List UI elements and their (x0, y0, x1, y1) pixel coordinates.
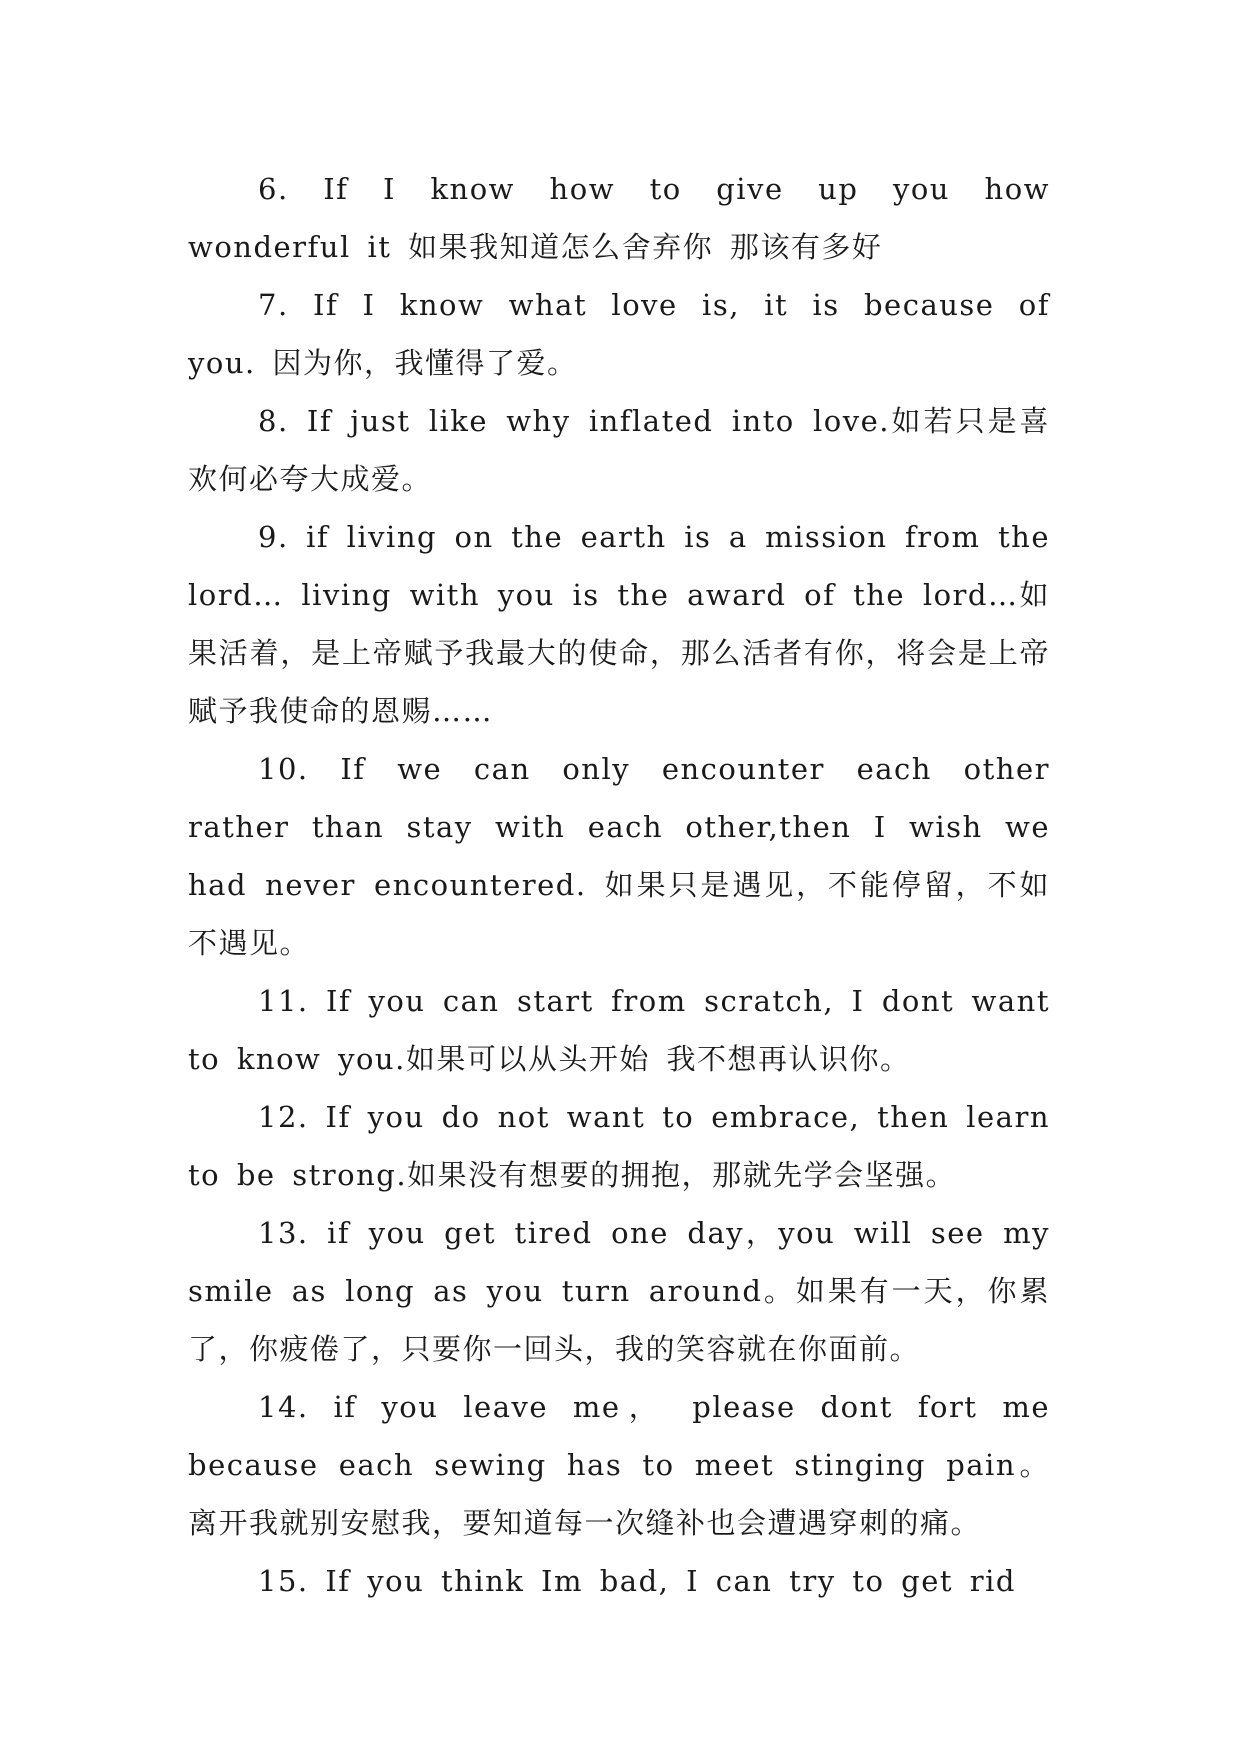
paragraph-6: 6. If I know how to give up you how wonderful it 如果我知道怎么舍弃你 那该有多好 (188, 172, 1050, 264)
paragraph-8: 8. If just like why inflated into love.如若只是喜欢何必夸大成爱。 (188, 404, 1050, 496)
paragraph-11: 11. If you can start from scratch, I dont want to know you.如果可以从头开始 我不想再认识你。 (188, 984, 1050, 1076)
document-body (188, 160, 1050, 1610)
paragraph-14: 14. if you leave me， please dont fort me because each sewing has to meet stinging pain。离开我就别安慰我，要知道每一次缝补也会遭遇穿刺的痛。 (188, 1390, 1050, 1540)
paragraph-10: 10. If we can only encounter each other rather than stay with each other,then I wish we had never encountered. 如果只是遇见，不能停留，不如不遇见。 (188, 752, 1050, 960)
paragraph-9: 9. if living on the earth is a mission from the lord… living with you is the award of the lord…如果活着，是上帝赋予我最大的使命，那么活者有你，将会是上帝赋予我使命的恩赐…… (188, 520, 1050, 728)
paragraph-15: 15. If you think Im bad, I can try to get rid (258, 1564, 1016, 1598)
paragraph-12: 12. If you do not want to embrace, then learn to be strong.如果没有想要的拥抱，那就先学会坚强。 (188, 1100, 1050, 1192)
paragraph-13: 13. if you get tired one day，you will see my smile as long as you turn around。如果有一天，你累了，你疲倦了，只要你一回头，我的笑容就在你面前。 (188, 1216, 1050, 1366)
paragraph-7: 7. If I know what love is, it is because of you. 因为你，我懂得了爱。 (188, 288, 1050, 380)
